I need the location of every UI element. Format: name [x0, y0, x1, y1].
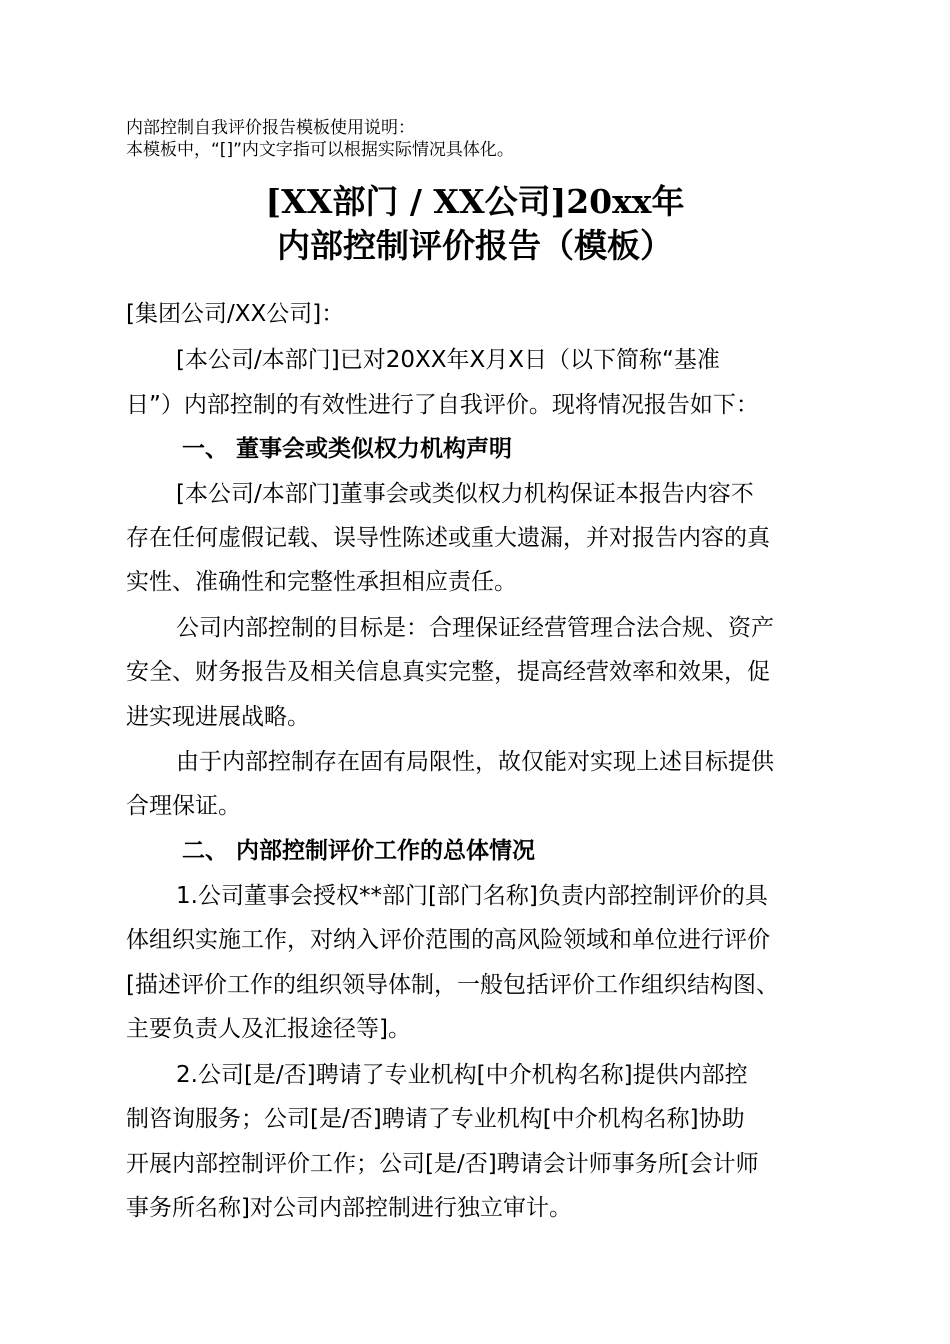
section-2-para-2-line-4: 事务所名称]对公司内部控制进行独立审计。	[126, 1195, 572, 1221]
section-1-heading: 一、 董事会或类似权力机构声明	[182, 436, 513, 462]
section-1-para-1-line-2: 存在任何虚假记载、误导性陈述或重大遗漏，并对报告内容的真	[126, 525, 770, 551]
section-2-para-1-line-1: 1.公司董事会授权**部门[部门名称]负责内部控制评价的具	[176, 883, 768, 909]
section-2-heading: 二、 内部控制评价工作的总体情况	[182, 838, 536, 864]
intro-line-2: 日”）内部控制的有效性进行了自我评价。现将情况报告如下：	[126, 392, 759, 418]
section-2-para-1-line-2: 体组织实施工作，对纳入评价范围的高风险领域和单位进行评价	[126, 927, 770, 953]
report-title-line1: [XX部门 / XX公司]20xx年	[265, 182, 685, 221]
usage-note-text: 本模板中，“[]”内文字指可以根据实际情况具体化。	[126, 140, 514, 160]
section-1-para-2-line-2: 安全、财务报告及相关信息真实完整，提高经营效率和效果，促	[126, 659, 770, 685]
section-2-para-2-line-3: 开展内部控制评价工作；公司[是/否]聘请会计师事务所[会计师	[126, 1151, 759, 1177]
section-2-para-2-line-2: 制咨询服务；公司[是/否]聘请了专业机构[中介机构名称]协助	[126, 1106, 745, 1132]
usage-note-title: 内部控制自我评价报告模板使用说明：	[126, 118, 415, 138]
intro-line-1: [本公司/本部门]已对20XX年X月X日（以下简称“基准	[176, 347, 720, 373]
addressee: [集团公司/XX公司]：	[126, 301, 345, 327]
section-1-para-2-line-1: 公司内部控制的目标是：合理保证经营管理合法合规、资产	[176, 615, 774, 641]
section-1-para-3-line-1: 由于内部控制存在固有局限性，故仅能对实现上述目标提供	[176, 749, 774, 775]
section-2-para-1-line-4: 主要负责人及汇报途径等]。	[126, 1016, 411, 1042]
section-1-para-1-line-1: [本公司/本部门]董事会或类似权力机构保证本报告内容不	[176, 481, 754, 507]
section-1-para-1-line-3: 实性、准确性和完整性承担相应责任。	[126, 569, 517, 595]
report-title-line2: 内部控制评价报告（模板）	[277, 226, 673, 265]
section-1-para-3-line-2: 合理保证。	[126, 793, 241, 819]
section-2-para-1-line-3: [描述评价工作的组织领导体制，一般包括评价工作组织结构图、	[126, 972, 779, 998]
section-1-para-2-line-3: 进实现进展战略。	[126, 704, 310, 730]
section-2-para-2-line-1: 2.公司[是/否]聘请了专业机构[中介机构名称]提供内部控	[176, 1062, 748, 1088]
